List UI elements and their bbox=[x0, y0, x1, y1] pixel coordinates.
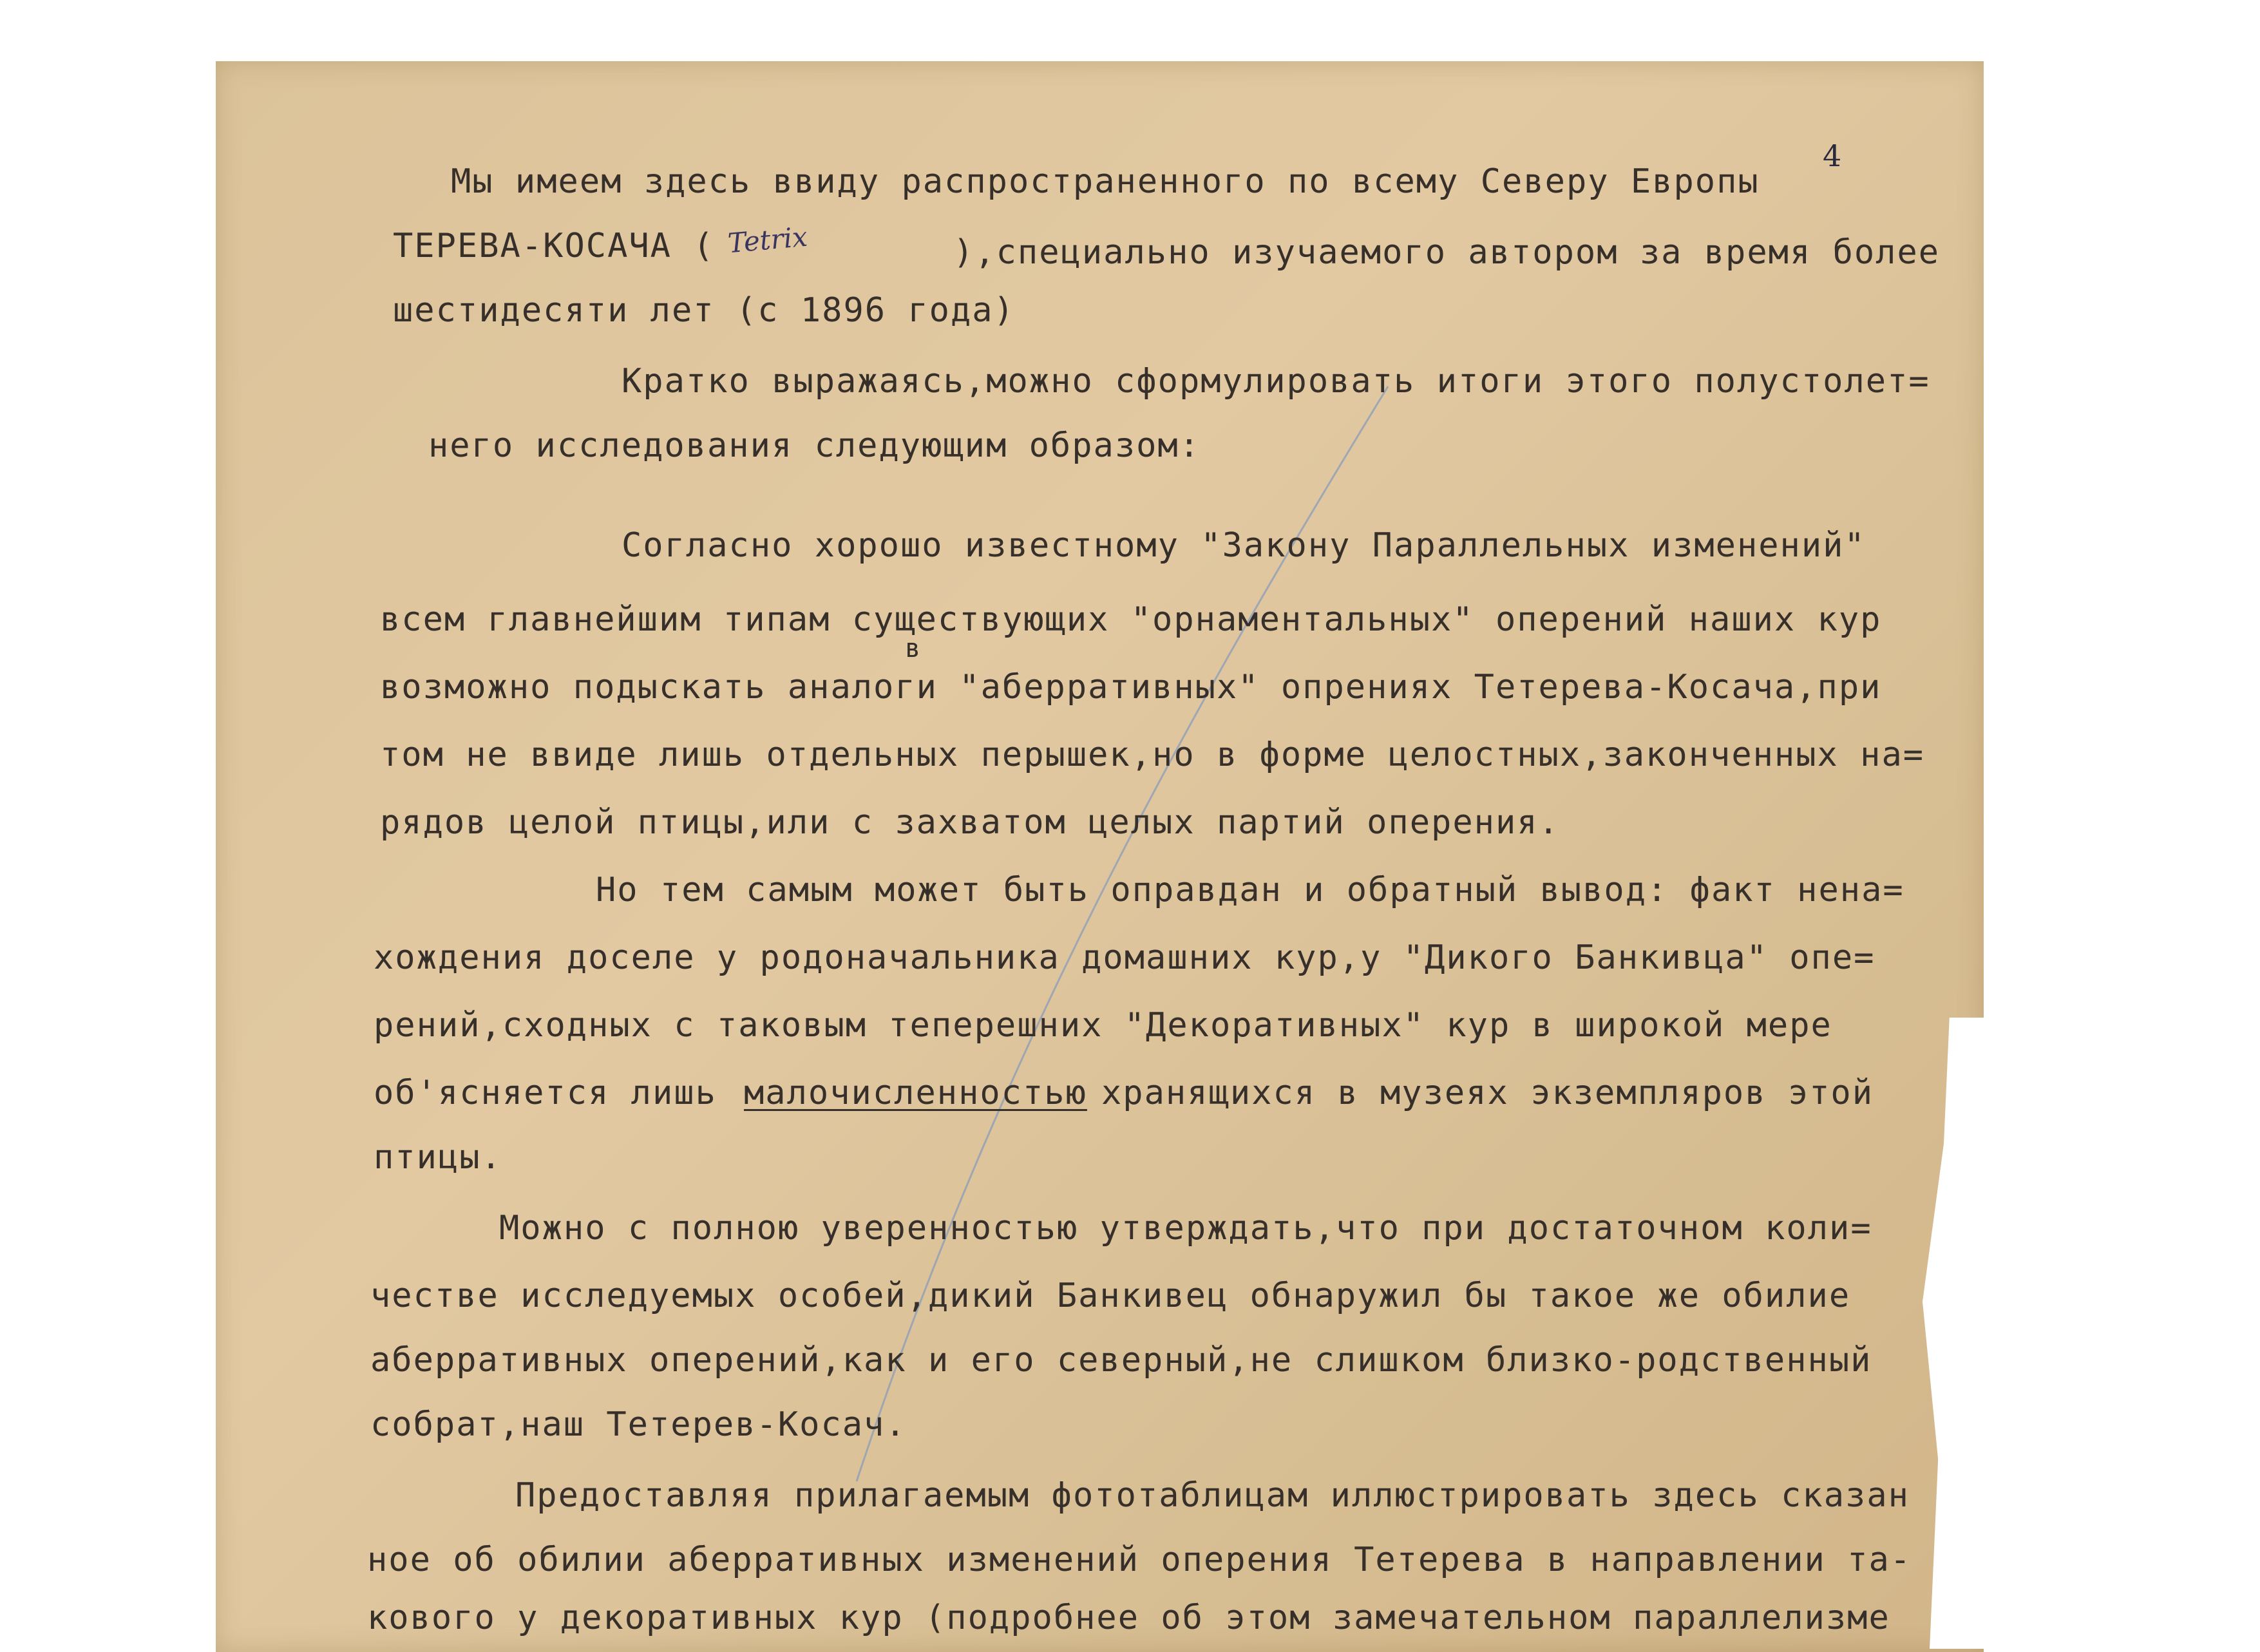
text-line-1: Мы имеем здесь ввиду распространенного по всему Северу Европы bbox=[451, 162, 1760, 201]
text-line-15: птицы. bbox=[374, 1138, 502, 1177]
text-line-9: том не ввиде лишь отдельных перышек,но в форме целостных,законченных на= bbox=[380, 736, 1925, 774]
text-line-5: него исследования следующим образом: bbox=[428, 426, 1201, 465]
text-line-10: рядов целой птицы,или с захватом целых партий оперения. bbox=[380, 803, 1560, 842]
text-line-14a: об'ясняется лишь bbox=[374, 1074, 717, 1112]
text-line-3: шестидесяти лет (с 1896 года) bbox=[393, 291, 1015, 330]
text-line-19: собрат,наш Тетерев-Косач. bbox=[370, 1405, 907, 1444]
text-line-11: Но тем самым может быть оправдан и обратный вывод: факт нена= bbox=[596, 871, 1904, 909]
text-line-7: всем главнейшим типам существующих "орнаментальных" оперений наших кур bbox=[380, 600, 1882, 639]
text-line-14b: хранящихся в музеях экземпляров этой bbox=[1101, 1074, 1874, 1112]
underlined-word: малочисленностью bbox=[744, 1074, 1087, 1112]
text-line-8: возможно подыскать аналоги "аберративных" опрениях Тетерева-Косача,при bbox=[380, 668, 1882, 707]
text-line-12: хождения доселе у родоначальника домашних кур,у "Дикого Банкивца" опе= bbox=[374, 938, 1875, 977]
text-line-2b: ),специально изучаемого автором за время более bbox=[953, 233, 1941, 272]
text-line-21: ное об обилии аберративных изменений оперения Тетерева в направлении та- bbox=[367, 1541, 1912, 1579]
text-line-6: Согласно хорошо известному "Закону Параллельных изменений" bbox=[622, 526, 1866, 565]
text-line-17: честве исследуемых особей,дикий Банкивец обнаружил бы такое же обилие bbox=[370, 1277, 1851, 1315]
text-line-16: Можно с полною уверенностью утверждать,что при достаточном коли= bbox=[499, 1209, 1872, 1248]
page-number: 4 bbox=[1823, 138, 1842, 173]
text-line-20: Предоставляя прилагаемым фототаблицам иллюстрировать здесь сказан bbox=[515, 1476, 1910, 1515]
text-line-22: кового у декоративных кур (подробнее об этом замечательном параллелизме bbox=[367, 1599, 1890, 1637]
text-line-13: рений,сходных с таковым теперешних "Декоративных" кур в широкой мере bbox=[374, 1006, 1832, 1045]
text-line-18: аберративных оперений,как и его северный,не слишком близко-родственный bbox=[370, 1341, 1872, 1380]
text-line-4: Кратко выражаясь,можно сформулировать итоги этого полустолет= bbox=[622, 362, 1930, 401]
text-line-2a: ТЕРЕВА-КОСАЧА ( bbox=[393, 227, 715, 265]
text-insertion-mark: в bbox=[905, 634, 922, 663]
handwritten-annotation: Tetrix bbox=[726, 220, 809, 260]
